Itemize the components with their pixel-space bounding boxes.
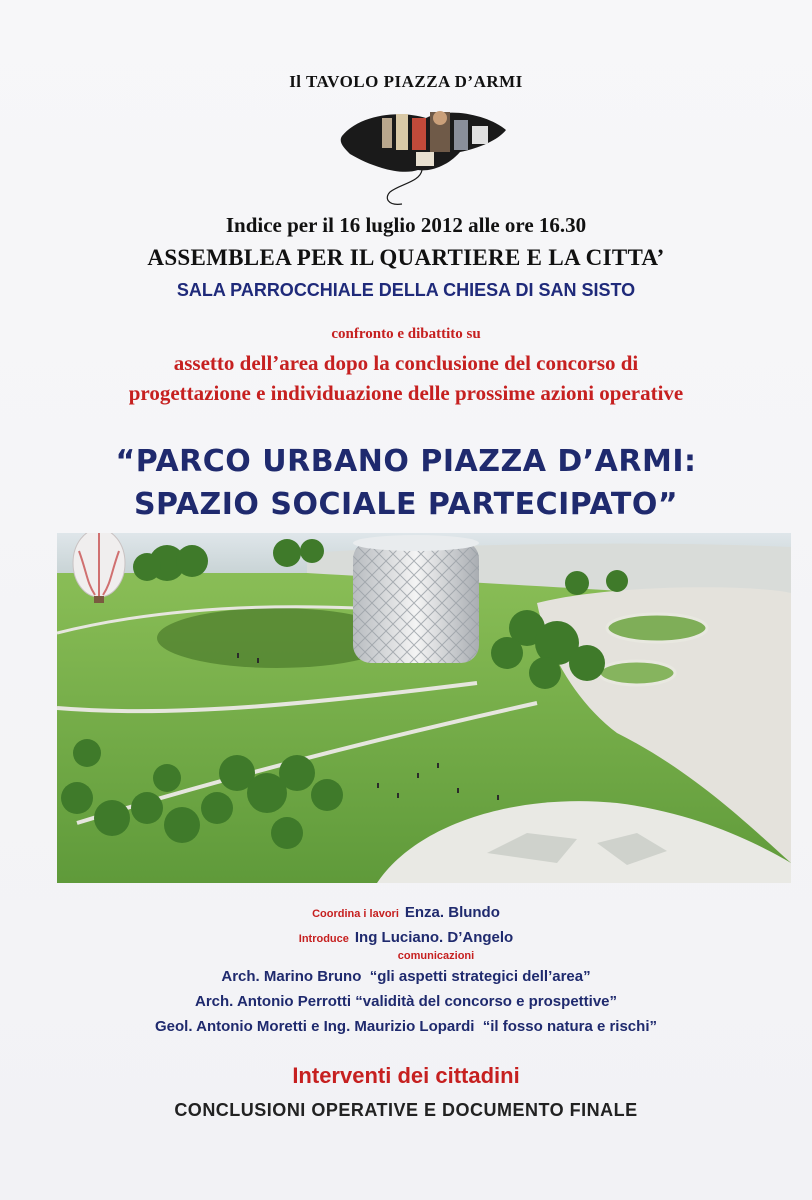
headline-line-2: SPAZIO SOCIALE PARTECIPATO”: [133, 487, 679, 522]
organization-title: Il TAVOLO PIAZZA D’ARMI: [289, 72, 523, 91]
introducer-name: Ing Luciano. D’Angelo: [354, 929, 514, 946]
final-conclusions: CONCLUSIONI OPERATIVE E DOCUMENTO FINALE: [174, 1100, 638, 1120]
venue: SALA PARROCCHIALE DELLA CHIESA DI SAN SISTO: [176, 280, 636, 300]
introducer: [0, 929, 812, 946]
topic-line-1: assetto dell’area dopo la conclusione del concorso di: [173, 351, 639, 375]
citizen-interventions: Interventi dei cittadini: [292, 1063, 520, 1088]
headline-line-1: “PARCO URBANO PIAZZA D’ARMI:: [115, 444, 697, 479]
intro-text: confronto e dibattito su: [331, 326, 481, 342]
coordinator-name: Enza. Blundo: [404, 904, 500, 921]
talk-2: Arch. Antonio Perrotti “validità del concorso e prospettive”: [194, 993, 617, 1010]
topic-line-2: progettazione e individuazione delle prossime azioni operative: [128, 381, 684, 405]
coordinator: [0, 904, 812, 921]
introducer-label: Introduce: [298, 933, 349, 945]
talk-1: Arch. Marino Bruno “gli aspetti strategici dell’area”: [221, 968, 591, 985]
organization-logo: [330, 96, 520, 216]
assembly-title: ASSEMBLEA PER IL QUARTIERE E LA CITTA’: [147, 245, 665, 270]
talk-3: Geol. Antonio Moretti e Ing. Maurizio Lopardi “il fosso natura e rischi”: [155, 1018, 657, 1035]
park-rendering-image: [57, 533, 791, 883]
topic: [0, 348, 812, 408]
date-line: Indice per il 16 luglio 2012 alle ore 16.30: [225, 213, 587, 237]
communications-label: comunicazioni: [397, 950, 475, 962]
coordinator-label: Coordina i lavori: [312, 908, 399, 920]
headline: [0, 440, 812, 526]
